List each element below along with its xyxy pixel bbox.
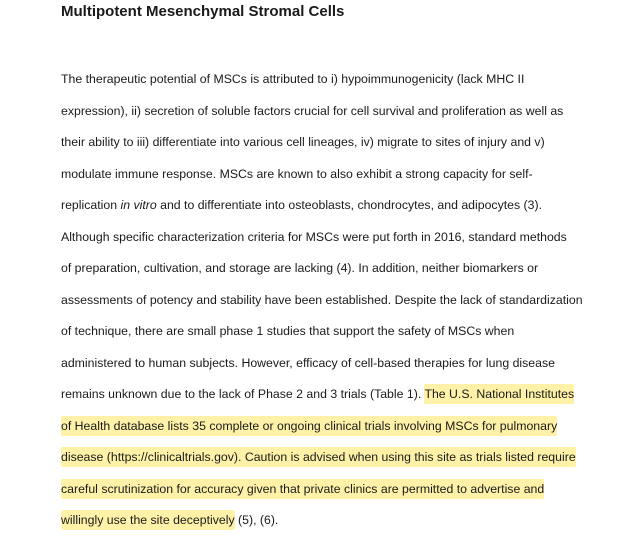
text-line-8: assessments of potency and stability have been established. Despite the lack of standardization [61,292,583,307]
text-line-7: of preparation, cultivation, and storage are lacking (4). In addition, neither biomarkers or [61,261,539,275]
text-line-15 [61,505,621,537]
text-line-14 [61,474,621,506]
text-line-12 [61,411,621,443]
text-run: (5), (6). [234,513,279,527]
highlighted-text: willingly use the site deceptively [61,510,235,530]
text-run: remains unknown due to the lack of Phase 2 and 3 trials (Table 1). [61,387,425,401]
text-line-6: Although specific characterization criteria for MSCs were put forth in 2016, standard methods [61,229,567,244]
italic-text: in vitro [120,198,157,212]
section-title: Multipotent Mesenchymal Stromal Cells [61,3,345,20]
text-line-4: modulate immune response. MSCs are known to also exhibit a strong capacity for self- [61,166,533,181]
text-run: replication [61,198,121,212]
text-line-3: their ability to iii) differentiate into various cell lineages, iv) migrate to sites of injury and v) [61,135,545,149]
highlighted-text: The U.S. National Institutes [424,384,574,404]
highlighted-text: careful scrutinization for accuracy given that private clinics are permitted to advertise and [61,479,544,499]
text-line-1: The therapeutic potential of MSCs is attributed to i) hypoimmunogenicity (lack MHC II [61,72,525,86]
body-paragraph [61,64,621,537]
text-line-2: expression), ii) secretion of soluble factors crucial for cell survival and proliferation as well as [61,103,564,118]
text-line-5 [61,190,621,222]
text-line-13 [61,442,621,474]
text-run: and to differentiate into osteoblasts, chondrocytes, and adipocytes (3). [156,198,542,212]
highlighted-text: disease (https://clinicaltrials.gov). Caution is advised when using this site as trials listed require [61,447,576,467]
text-line-10: administered to human subjects. However, efficacy of cell-based therapies for lung disease [61,355,555,370]
text-line-11 [61,379,621,411]
highlighted-text: of Health database lists 35 complete or ongoing clinical trials involving MSCs for pulmonary [61,416,557,436]
text-line-9: of technique, there are small phase 1 studies that support the safety of MSCs when [61,324,515,338]
